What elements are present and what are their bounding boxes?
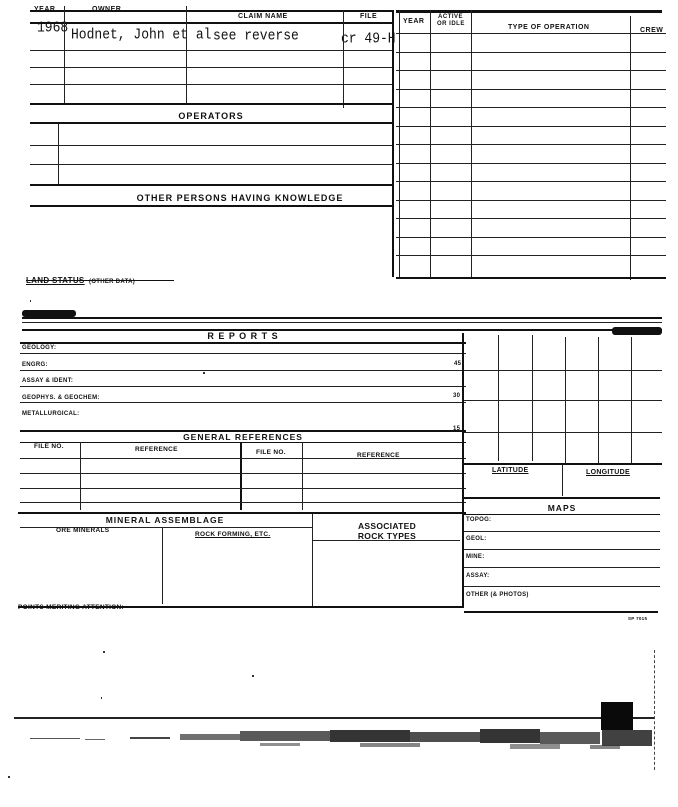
grid-row [464,400,662,401]
operators-row-line [30,145,392,146]
reports-metallurgical: METALLURGICAL: [22,411,80,417]
right-col-header-year: YEAR [403,18,425,25]
maps-row-line [464,549,660,550]
speck [30,300,31,302]
ref-divider [80,442,81,510]
associated-rock-types-line1: ASSOCIATED [357,521,417,531]
top-rule-right [396,10,662,13]
land-status-title: LAND STATUS [26,276,85,285]
maps-row-line [464,531,660,532]
grid-col [498,335,499,461]
speck [101,697,102,699]
ops-row-line [396,181,666,182]
points-meriting-attention-label: POINTS MERITING ATTENTION: [18,604,125,611]
speck [203,372,205,374]
ops-row-line [396,255,666,256]
speck [252,675,254,677]
coords-divider [562,465,563,496]
reports-row-line [20,370,466,371]
reports-num-30: 30 [453,393,461,399]
operators-bottom [30,184,392,186]
maps-geol: GEOL: [466,536,487,542]
ops-row-line [396,52,666,53]
ops-row-line [396,200,666,201]
grid-row [464,432,662,433]
ref-reference-1: REFERENCE [135,446,178,453]
references-bottom [18,512,466,514]
right-col-header-type: TYPE OF OPERATION [508,24,590,31]
rock-types-divider [312,514,313,606]
col-header-file: FILE [360,13,378,20]
scan-noise-band [30,726,660,756]
ops-row-line [396,107,666,108]
maps-underline [464,514,660,515]
other-persons-title: OTHER PERSONS HAVING KNOWLEDGE [136,193,344,203]
associated-rock-types-line2: ROCK TYPES [357,531,417,541]
right-col-header-active: ACTIVE [438,14,464,20]
operators-underline [30,122,392,124]
general-references-title: GENERAL REFERENCES [183,432,303,442]
owner-col-divider [64,6,65,104]
ref-divider [240,442,242,510]
reports-assay: ASSAY & IDENT: [22,378,74,384]
right-block-bottom [396,277,666,279]
ops-row-line [396,218,666,219]
section-divider-rule [22,317,662,319]
entry-year: 1968 [37,18,69,37]
maps-other: OTHER (& PHOTOS) [466,592,529,598]
mineral-assemblage-title: MINERAL ASSEMBLAGE [105,515,225,525]
operators-divider [58,124,59,186]
header-underline-left [30,22,392,24]
type-col-right [630,16,631,280]
bottom-rule [14,717,654,719]
section-divider-rule-thin [22,322,662,323]
reports-geology: GEOLOGY: [22,345,57,351]
ref-divider [302,442,303,510]
ops-row-line [396,144,666,145]
ref-reference-2: REFERENCE [357,452,400,459]
ref-row-line [20,458,466,459]
entry-owner: Hodnet, John et al [71,25,212,44]
maps-assay: ASSAY: [466,573,490,579]
reports-engrg: ENGRG: [22,362,48,368]
file-col-divider [343,10,344,108]
speck [103,651,105,653]
left-block-right-border [392,10,394,277]
mineral-divider [162,527,163,604]
ink-smudge [22,310,76,317]
col-header-year: YEAR [34,6,56,13]
references-underline [20,442,466,443]
ore-minerals-label: ORE MINERALS [56,527,110,534]
reports-row-line [20,386,466,387]
col-header-claim-name: CLAIM NAME [238,13,288,20]
reports-title: R E P O R T S [207,331,279,341]
claim-col-divider [186,6,187,104]
grid-col [532,335,533,461]
owner-block-bottom [30,103,392,105]
maps-mine: MINE: [466,554,485,560]
right-col-header-crew: CREW [640,27,664,34]
reports-geophys: GEOPHYS. & GEOCHEM: [22,395,100,401]
land-status-subtitle: (OTHER DATA) [89,279,136,285]
right-edge-mark [654,650,655,770]
maps-bottom [464,611,658,613]
grid-col [598,337,599,465]
reports-num-15: 15 [453,426,461,432]
ops-row-line [396,237,666,238]
ref-row-line [20,488,466,489]
other-persons-underline [30,205,392,207]
reports-num-45: 45 [454,361,462,367]
owner-row-line [30,50,392,51]
land-status-label [26,270,135,288]
ops-row-line [396,70,666,71]
speck [8,776,10,778]
owner-row-line [30,67,392,68]
top-rule-left [30,10,392,12]
ref-file-no-1: FILE NO. [34,443,64,450]
maps-topog: TOPOG: [466,517,492,523]
land-status-underline [26,280,174,281]
rock-types-underline [312,540,460,541]
maps-row-line [464,567,660,568]
grid-bottom [464,463,662,465]
ref-row-line [20,473,466,474]
latitude-label: LATITUDE [492,467,529,474]
reports-row-line [20,353,466,354]
ops-row-line [396,89,666,90]
right-col-header-or-idle: OR IDLE [437,21,465,27]
grid-col [631,337,632,465]
header-underline-right [396,33,666,34]
owner-row-line [30,84,392,85]
ref-file-no-2: FILE NO. [256,449,286,456]
maps-title: MAPS [547,503,577,513]
col-header-owner: OWNER [92,6,122,13]
ref-row-line [20,502,466,503]
operators-row-line [30,164,392,165]
ops-row-line [396,126,666,127]
entry-file: cr 49-H [341,29,396,48]
reports-underline [20,342,466,344]
coords-bottom [464,497,660,499]
form-code: SP 7015 [628,616,648,621]
rock-forming-label: ROCK FORMING, ETC. [195,531,271,538]
grid-col [565,337,566,465]
longitude-label: LONGITUDE [586,469,630,476]
ops-row-line [396,163,666,164]
entry-claim-name: see reverse [213,26,299,45]
operators-title: OPERATORS [178,111,244,121]
maps-row-line [464,586,660,587]
reports-row-line [20,402,466,403]
grid-row [464,370,662,371]
